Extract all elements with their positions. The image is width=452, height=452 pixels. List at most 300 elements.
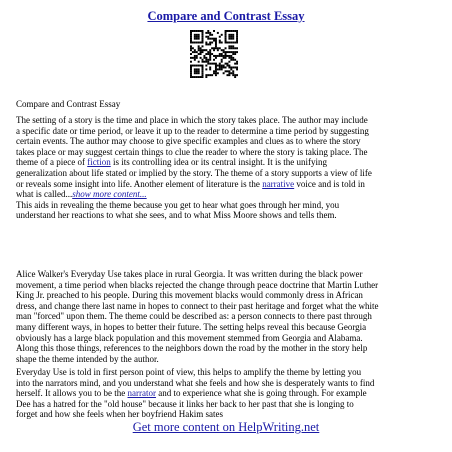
text-segment: shape the theme intended by the author. [16, 353, 159, 364]
qr-module [215, 57, 217, 59]
qr-module [230, 42, 232, 44]
qr-module [205, 53, 207, 55]
qr-module [228, 47, 230, 49]
qr-module [236, 32, 238, 34]
qr-module [202, 70, 204, 72]
qr-module [213, 40, 215, 42]
text-segment: Dee has a hatred for the "old house" because it links her back to her past that she is longing to [16, 398, 354, 409]
qr-module [221, 68, 223, 70]
qr-module [190, 40, 192, 42]
qr-module [230, 68, 232, 70]
text-line [16, 179, 440, 190]
qr-module [226, 55, 228, 57]
qr-module [200, 76, 202, 78]
qr-module [196, 65, 198, 67]
qr-module [225, 57, 227, 59]
qr-module [221, 49, 223, 51]
qr-module [232, 42, 234, 44]
inline-link[interactable]: fiction [87, 157, 111, 168]
qr-module [236, 38, 238, 40]
qr-module [232, 59, 234, 61]
qr-module [207, 53, 209, 55]
text-segment: certain events. The author may choose to give specific examples and clues as to where the story [16, 136, 361, 147]
qr-module [236, 61, 238, 63]
inline-link[interactable]: narrator [127, 388, 156, 399]
qr-module [215, 55, 217, 57]
qr-module [228, 34, 230, 36]
qr-module [236, 42, 238, 44]
qr-module [226, 63, 228, 65]
qr-module [198, 36, 200, 38]
text-line [16, 115, 440, 126]
qr-module [223, 66, 225, 68]
qr-module [236, 30, 238, 32]
qr-module [200, 49, 202, 51]
qr-module [190, 53, 192, 55]
qr-module [221, 42, 223, 44]
qr-module [213, 49, 215, 51]
qr-module [209, 63, 211, 65]
qr-module [230, 72, 232, 74]
qr-module [190, 32, 192, 34]
qr-module [234, 53, 236, 55]
qr-module [217, 49, 219, 51]
qr-module [196, 55, 198, 57]
qr-module [228, 57, 230, 59]
qr-module [194, 42, 196, 44]
qr-module [225, 34, 227, 36]
qr-module [209, 59, 211, 61]
qr-module [202, 34, 204, 36]
essay-paragraph-3 [16, 367, 440, 420]
qr-module [196, 57, 198, 59]
qr-module [209, 57, 211, 59]
text-segment: takes place or may suggest certain things to clue the reader to where the story is taking place. The [16, 146, 368, 157]
qr-module [205, 61, 207, 63]
qr-module [194, 57, 196, 59]
qr-module [194, 30, 196, 32]
qr-module [200, 51, 202, 53]
qr-module [215, 43, 217, 45]
text-line [16, 147, 440, 158]
qr-module [200, 53, 202, 55]
text-line [16, 290, 440, 301]
qr-module [190, 61, 192, 63]
text-segment: herself. It allows you to be the [16, 388, 128, 399]
text-line [16, 210, 440, 221]
qr-module [200, 57, 202, 59]
qr-module [217, 55, 219, 57]
qr-module [219, 53, 221, 55]
qr-module [196, 68, 198, 70]
text-segment: The setting of a story is the time and place in which the story takes place. The author may include [16, 115, 368, 125]
qr-module [203, 57, 205, 59]
qr-module [190, 38, 192, 40]
qr-module [215, 72, 217, 74]
qr-module [211, 38, 213, 40]
qr-module [236, 63, 238, 65]
qr-module [192, 57, 194, 59]
qr-module [190, 68, 192, 70]
qr-module [232, 51, 234, 53]
qr-module [198, 61, 200, 63]
qr-module [215, 65, 217, 67]
text-line [16, 126, 440, 137]
qr-module [202, 32, 204, 34]
qr-module [190, 47, 192, 49]
qr-module [198, 68, 200, 70]
qr-module [203, 55, 205, 57]
qr-module [226, 51, 228, 53]
text-segment: man "forced" upon them. The theme could be described as: a person connects to there past through [16, 311, 372, 322]
qr-module [236, 40, 238, 42]
qr-module [192, 76, 194, 78]
text-line [16, 157, 440, 168]
helpwriting-footer-link[interactable]: Get more content on HelpWriting.net [132, 420, 320, 434]
qr-module [198, 76, 200, 78]
text-segment: Alice Walker's Everyday Use takes place in rural Georgia. It was written during the black power [16, 269, 363, 279]
text-line [16, 343, 440, 354]
qr-module [200, 42, 202, 44]
text-line [16, 409, 440, 420]
qr-module [223, 55, 225, 57]
qr-module [203, 49, 205, 51]
qr-module [198, 70, 200, 72]
qr-module [228, 74, 230, 76]
qr-module [194, 76, 196, 78]
qr-module [205, 49, 207, 51]
text-line [16, 136, 440, 147]
text-segment: King Jr. preached to his people. During this movement blacks would commonly dress in African [16, 290, 363, 301]
qr-module [202, 74, 204, 76]
qr-module [230, 34, 232, 36]
qr-module [234, 30, 236, 32]
qr-module [211, 74, 213, 76]
qr-module [196, 70, 198, 72]
qr-module [232, 30, 234, 32]
qr-module [196, 36, 198, 38]
qr-module [200, 30, 202, 32]
text-segment: many different ways, in hopes to better their future. The setting helps reveal this because Georgia [16, 321, 367, 332]
text-line [16, 333, 440, 344]
qr-module [209, 66, 211, 68]
qr-module [205, 76, 207, 78]
qr-module [207, 59, 209, 61]
qr-module [221, 61, 223, 63]
qr-module [236, 47, 238, 49]
qr-module [192, 65, 194, 67]
qr-module [232, 70, 234, 72]
qr-module [205, 36, 207, 38]
qr-module [223, 72, 225, 74]
qr-module [215, 47, 217, 49]
qr-module [217, 65, 219, 67]
qr-module [236, 74, 238, 76]
qr-module [209, 43, 211, 45]
qr-module [198, 38, 200, 40]
qr-module [232, 38, 234, 40]
qr-module [192, 42, 194, 44]
qr-module [202, 49, 204, 51]
qr-module [232, 45, 234, 47]
text-segment: This aids in revealing the theme because you get to hear what goes through her mind, you [16, 199, 340, 210]
qr-module [194, 55, 196, 57]
qr-module [194, 49, 196, 51]
text-line [16, 189, 440, 200]
text-segment: forget and how she feels when her boyfriend Hakim sates [16, 409, 224, 420]
qr-module [196, 76, 198, 78]
qr-module [202, 45, 204, 47]
qr-module [234, 74, 236, 76]
qr-module [219, 65, 221, 67]
qr-module [230, 66, 232, 68]
qr-module [202, 61, 204, 63]
text-line [16, 200, 440, 211]
qr-module [194, 72, 196, 74]
qr-module [221, 66, 223, 68]
qr-module [228, 72, 230, 74]
qr-module [219, 63, 221, 65]
qr-module [225, 38, 227, 40]
qr-module [209, 51, 211, 53]
qr-module [209, 49, 211, 51]
qr-module [228, 66, 230, 68]
qr-module [198, 49, 200, 51]
qr-module [225, 66, 227, 68]
qr-module [226, 65, 228, 67]
qr-module [190, 36, 192, 38]
qr-module [192, 30, 194, 32]
inline-link[interactable]: narrative [262, 178, 295, 189]
qr-module [194, 68, 196, 70]
qr-module [236, 36, 238, 38]
text-line [16, 388, 440, 399]
qr-module [217, 47, 219, 49]
qr-module [228, 61, 230, 63]
text-segment: movement, a time period when blacks rejected the change through peace doctrine that Martin Luther [16, 279, 379, 290]
qr-module [209, 42, 211, 44]
qr-module [202, 30, 204, 32]
qr-module [198, 65, 200, 67]
qr-module [202, 42, 204, 44]
qr-module [215, 68, 217, 70]
qr-module [215, 66, 217, 68]
qr-module [215, 40, 217, 42]
qr-module [190, 42, 192, 44]
essay-heading: Compare and Contrast Essay [16, 99, 121, 109]
qr-module [228, 45, 230, 47]
qr-code-graphic [190, 30, 238, 78]
qr-module [205, 68, 207, 70]
qr-module [207, 32, 209, 34]
text-segment: into the narrators mind, and you understand what she feels and how she is desperately wants to find [16, 377, 375, 388]
qr-module [234, 51, 236, 53]
text-segment: dress, and change there last name in hopes to connect to their past heritage and forget what the white [16, 300, 379, 311]
qr-module [225, 53, 227, 55]
qr-module [196, 42, 198, 44]
qr-module [213, 55, 215, 57]
qr-module [219, 40, 221, 42]
qr-module [213, 72, 215, 74]
qr-module [226, 70, 228, 72]
qr-module [230, 57, 232, 59]
qr-module [230, 59, 232, 61]
qr-module [232, 36, 234, 38]
qr-module [202, 59, 204, 61]
qr-module [198, 45, 200, 47]
qr-module [202, 65, 204, 67]
qr-module [202, 72, 204, 74]
qr-module [207, 74, 209, 76]
qr-module [205, 42, 207, 44]
qr-module [203, 61, 205, 63]
qr-module [225, 47, 227, 49]
qr-module [198, 72, 200, 74]
text-line [16, 354, 440, 365]
qr-module [232, 57, 234, 59]
qr-module [196, 34, 198, 36]
qr-module [207, 63, 209, 65]
qr-module [226, 74, 228, 76]
qr-module [221, 34, 223, 36]
text-line [16, 322, 440, 333]
qr-module [232, 66, 234, 68]
qr-module [223, 49, 225, 51]
qr-module [209, 38, 211, 40]
qr-module [225, 51, 227, 53]
qr-module [219, 55, 221, 57]
qr-module [228, 65, 230, 67]
qr-module [219, 47, 221, 49]
qr-module [228, 38, 230, 40]
qr-module [230, 51, 232, 53]
qr-module [190, 74, 192, 76]
qr-module [236, 34, 238, 36]
qr-module [190, 65, 192, 67]
qr-module [205, 74, 207, 76]
qr-module [202, 51, 204, 53]
qr-module [190, 34, 192, 36]
text-segment: understand her reactions to what she sees, and to what Miss Moore shows and tells them. [16, 210, 337, 221]
document-title-link[interactable]: Compare and Contrast Essay [147, 9, 305, 23]
qr-module [230, 47, 232, 49]
text-segment: a specific date or time period, or leave it up to the reader to determine a time period by suggesting [16, 125, 369, 136]
qr-module [196, 72, 198, 74]
qr-module [223, 65, 225, 67]
text-segment: Along this those things, references to the neighbors down the road by the mother in the story help [16, 343, 368, 354]
qr-module [209, 74, 211, 76]
text-segment: obviously has a large black population and this movement stemmed from Georgia and Alabama. [16, 332, 363, 343]
text-line [16, 367, 440, 378]
qr-module [190, 57, 192, 59]
essay-paragraph-2 [16, 269, 440, 364]
qr-module [194, 65, 196, 67]
text-line [16, 168, 440, 179]
qr-module [232, 72, 234, 74]
qr-module [211, 53, 213, 55]
qr-module [207, 38, 209, 40]
qr-module [213, 63, 215, 65]
qr-module [190, 45, 192, 47]
qr-module [232, 47, 234, 49]
qr-module [215, 38, 217, 40]
qr-module [202, 68, 204, 70]
qr-module [225, 42, 227, 44]
qr-module [194, 38, 196, 40]
text-line [16, 280, 440, 291]
qr-module [200, 65, 202, 67]
qr-module [202, 38, 204, 40]
qr-module [234, 63, 236, 65]
show-more-link[interactable]: show more content... [72, 189, 147, 200]
qr-module [234, 59, 236, 61]
qr-module [211, 42, 213, 44]
qr-module [196, 51, 198, 53]
text-line [16, 378, 440, 389]
qr-module [234, 42, 236, 44]
qr-module [198, 53, 200, 55]
qr-module [215, 63, 217, 65]
qr-module [228, 51, 230, 53]
qr-module [219, 68, 221, 70]
text-line [16, 269, 440, 280]
qr-module [205, 32, 207, 34]
qr-module [221, 55, 223, 57]
qr-module [230, 55, 232, 57]
qr-module [211, 34, 213, 36]
qr-module [225, 32, 227, 34]
text-segment: is its controlling idea or its central insight. It is the unifying [110, 157, 327, 168]
qr-module [202, 36, 204, 38]
qr-module [202, 40, 204, 42]
qr-module [230, 45, 232, 47]
qr-module [236, 51, 238, 53]
qr-module [219, 36, 221, 38]
text-line [16, 311, 440, 322]
qr-module [194, 59, 196, 61]
qr-module [230, 36, 232, 38]
qr-module [209, 55, 211, 57]
qr-module [219, 66, 221, 68]
qr-module [228, 70, 230, 72]
text-segment: and to experience what she is going through. For example [155, 388, 367, 399]
qr-module [228, 55, 230, 57]
qr-module [196, 38, 198, 40]
qr-module [211, 47, 213, 49]
qr-module [215, 42, 217, 44]
qr-module [192, 51, 194, 53]
qr-module [223, 57, 225, 59]
qr-module [219, 42, 221, 44]
qr-module [226, 42, 228, 44]
qr-module [225, 55, 227, 57]
text-line [16, 399, 440, 410]
qr-module [211, 63, 213, 65]
qr-module [198, 47, 200, 49]
qr-module [213, 47, 215, 49]
text-segment: voice and is told in [294, 178, 365, 189]
qr-module [232, 34, 234, 36]
qr-module [194, 51, 196, 53]
qr-module [225, 70, 227, 72]
qr-module [232, 74, 234, 76]
qr-module [221, 65, 223, 67]
qr-module [228, 42, 230, 44]
qr-module [226, 30, 228, 32]
qr-module [198, 34, 200, 36]
qr-module [209, 53, 211, 55]
qr-module [228, 30, 230, 32]
